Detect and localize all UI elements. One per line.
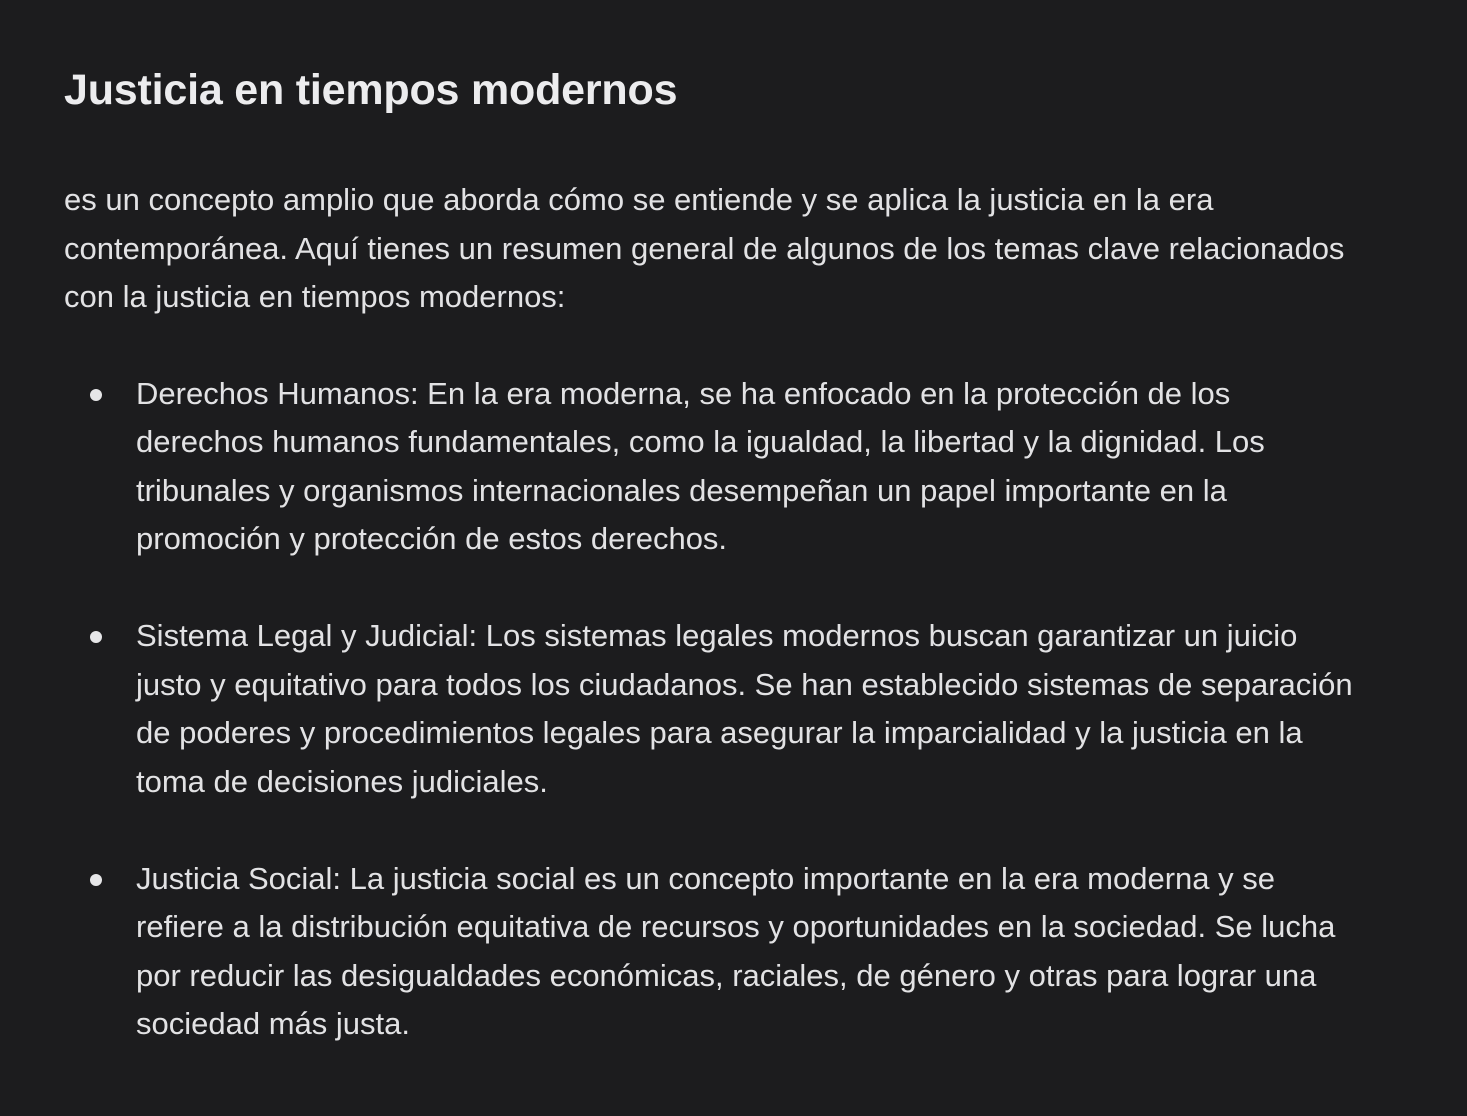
article-content xyxy=(64,64,1384,1097)
list-item-text: Derechos Humanos: En la era moderna, se ha enfocado en la protección de los derechos humanos fundamentales, como la igualdad, la libertad y la dignidad. Los tribunales y organismos internacionales desempeñan un papel importante en la promoción y protección de estos derechos. xyxy=(136,375,1265,556)
list-item xyxy=(64,612,1366,806)
topics-list xyxy=(64,370,1384,1049)
list-item xyxy=(64,855,1366,1049)
intro-paragraph: es un concepto amplio que aborda cómo se entiende y se aplica la justicia en la era contemporánea. Aquí tienes un resumen general de algunos de los temas clave relacionados con la justicia en tiempos modernos: xyxy=(64,182,1345,314)
list-item-text: Sistema Legal y Judicial: Los sistemas legales modernos buscan garantizar un juicio justo y equitativo para todos los ciudadanos. Se han establecido sistemas de separación de poderes y procedimientos legales para asegurar la imparcialidad y la justicia en la toma de decisiones judiciales. xyxy=(136,618,1353,799)
bullet-dot-icon xyxy=(90,389,102,401)
article-title: Justicia en tiempos modernos xyxy=(64,66,678,114)
bullet-dot-icon xyxy=(90,874,102,886)
list-item xyxy=(64,370,1366,564)
list-item-text: Justicia Social: La justicia social es un concepto importante en la era moderna y se refiere a la distribución equitativa de recursos y oportunidades en la sociedad. Se lucha por reducir las desigualdades económicas, raciales, de género y otras para lograr una sociedad más justa. xyxy=(136,860,1336,1041)
bullet-dot-icon xyxy=(90,631,102,643)
